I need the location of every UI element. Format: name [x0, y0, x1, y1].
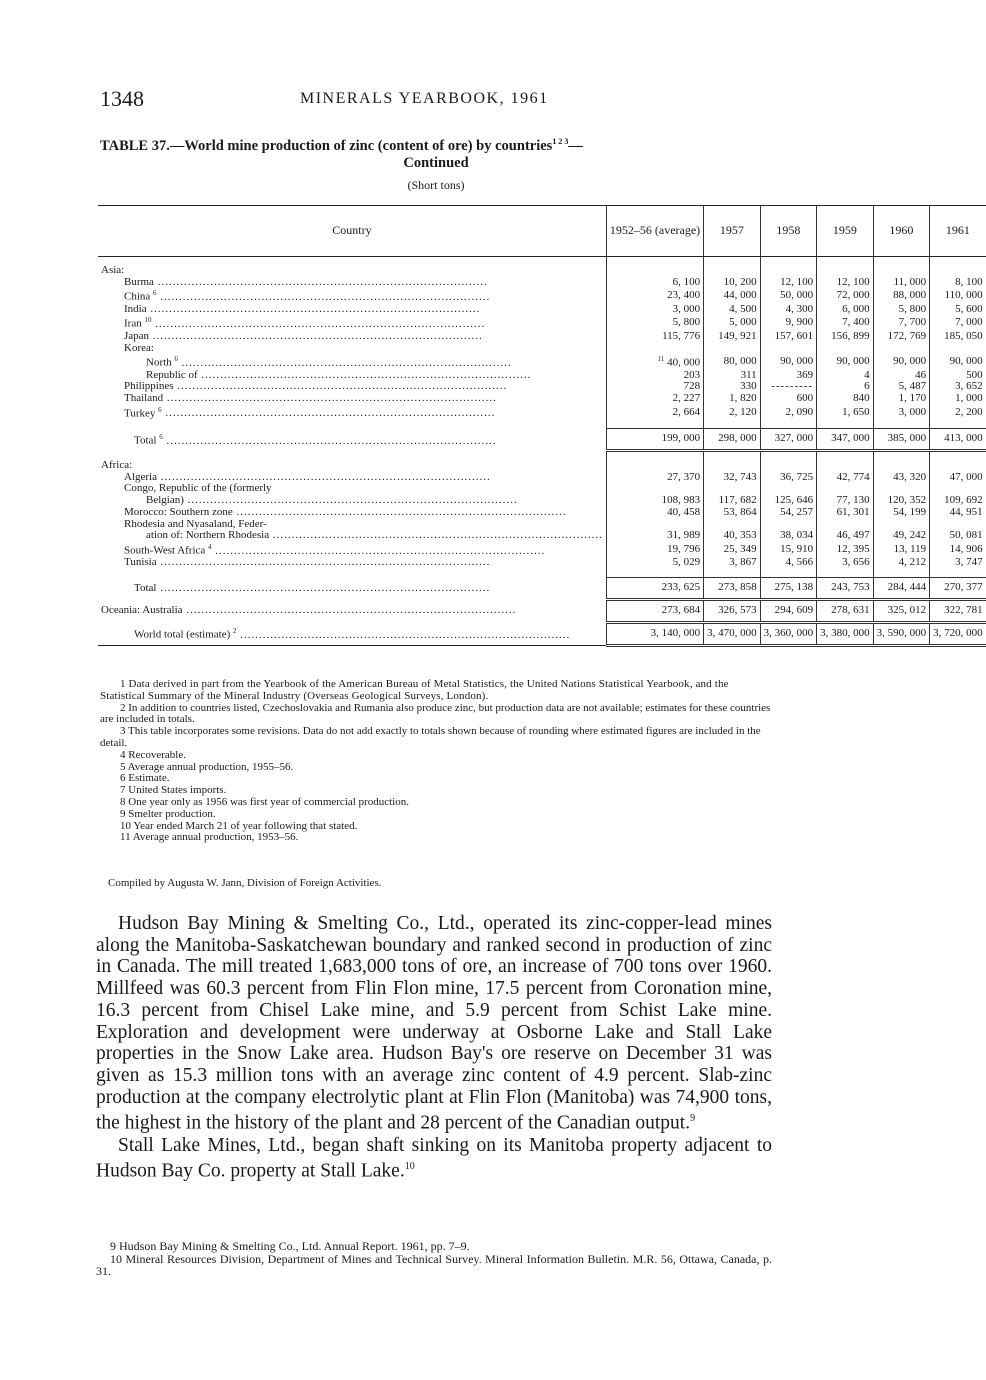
table-row: Rhodesia and Nyasaland, Feder-: [98, 519, 986, 531]
note-7: 7 United States imports.: [120, 784, 227, 797]
footnote-9: 9 Hudson Bay Mining & Smelting Co., Ltd. Annual Report. 1961, pp. 7–9.: [110, 1239, 470, 1253]
table-title-refs: 1 2 3: [552, 137, 569, 146]
page-footnotes: [96, 1240, 772, 1278]
table-row: Algeria ..... 27, 370 32, 743 36, 725 42, 774 43, 320 47, 000: [98, 472, 986, 484]
page-number: 1348: [100, 86, 144, 111]
note-3: 3 This table incorporates some revisions. Data do not add exactly to totals shown because of rounding where estimated figures are included in the detail.: [100, 725, 761, 749]
table-row: South-West Africa $^4$ ..... 19, 796 25, 349 15, 910 12, 395 13, 119 14, 906: [98, 542, 986, 557]
col-1957: 1957: [704, 206, 761, 257]
col-1960: 1960: [873, 206, 930, 257]
note-11: 11 Average annual production, 1953–56.: [120, 831, 299, 844]
table-header-row: [98, 206, 986, 257]
world-total-row: World total (estimate) $^2$ ..... 3, 140, 000 3, 470, 000 3, 360, 000 3, 380, 000 3, 590, 000 3, 720, 000: [98, 623, 986, 646]
table-title-continued: Continued: [403, 154, 469, 171]
paragraph-hudson-bay: Hudson Bay Mining & Smelting Co., Ltd., operated its zinc-copper-lead mines along the Manitoba-Saskatchewan boundary and ranked second in production of zinc in Canada. The mill treated 1,683,000 tons of ore, an increase of 700 tons over 1960. Millfeed was 60.3 percent from Flin Flon mine, 17.5 percent from Coronation mine, 16.3 percent from Chisel Lake mine, and 5.9 percent from Schist Lake mine. Exploration and development were underway at Osborne Lake and Stall Lake properties in the Snow Lake area. Hudson Bay's ore reserve on December 31 was given as 15.3 million tons with an average zinc content of 4.9 percent. Slab-zinc production at the company electrolytic plant at Flin Flon (Manitoba) was 74,900 tons, the highest in the history of the plant and 28 percent of the Canadian output.$^9$: [96, 913, 772, 1134]
body-text: [96, 913, 772, 1182]
table-row: Japan ..... 115, 776 149, 921 157, 601 156, 899 172, 769 185, 050: [98, 331, 986, 343]
table-row: Iran $^{10}$ ..... 5, 800 5, 000 9, 900 7, 400 7, 700 7, 000: [98, 315, 986, 330]
table-row: Republic of ..... 203 311 369 4 46 500: [98, 370, 986, 382]
table-row: Congo, Republic of the (formerly: [98, 483, 986, 495]
paragraph-stall-lake: Stall Lake Mines, Ltd., began shaft sinking on its Manitoba property adjacent to Hudson Bay Co. property at Stall Lake.$^{10}$: [96, 1134, 772, 1182]
region-row: Africa:: [98, 460, 986, 472]
table-row: Turkey $^6$ ..... 2, 664 2, 120 2, 090 1, 650 3, 000 2, 200: [98, 405, 986, 420]
note-8: 8 One year only as 1956 was first year of commercial production.: [120, 795, 409, 808]
table-row: ation of: Northern Rhodesia ..... 31, 989 40, 353 38, 034 46, 497 49, 242 50, 081: [98, 530, 986, 542]
table-row: Philippines ..... 728 330 --------- 6 5, 487 3, 652: [98, 381, 986, 393]
col-1958: 1958: [760, 206, 817, 257]
running-title: MINERALS YEARBOOK, 1961: [300, 90, 549, 107]
table-row: China $^6$ ..... 23, 400 44, 000 50, 000 72, 000 88, 000 110, 000: [98, 288, 986, 303]
oceania-row: Oceania: Australia ..... 273, 684 326, 573 294, 609 278, 631 325, 012 322, 781: [98, 600, 986, 623]
table-row: Tunisia ..... 5, 029 3, 867 4, 566 3, 656 4, 212 3, 747: [98, 557, 986, 569]
table-row: Korea:: [98, 343, 986, 355]
note-2: 2 In addition to countries listed, Czechoslovakia and Rumania also produce zinc, but production data are not available; estimates for these countries are included in totals.: [100, 701, 771, 726]
table-row: North $^6$ ..... $^{11}$ 40, 000 80, 000 90, 000 90, 000 90, 000 90, 000: [98, 354, 986, 369]
note-6: 6 Estimate.: [120, 772, 170, 785]
table-credit: Compiled by Augusta W. Jann, Division of Foreign Activities.: [108, 877, 382, 889]
note-4: 4 Recoverable.: [120, 748, 186, 761]
table-title-dash: —: [568, 137, 583, 154]
total-row-asia: Total $^6$ ..... 199, 000 298, 000 327, 000 347, 000 385, 000 413, 000: [98, 429, 986, 451]
footnote-10: 10 Mineral Resources Division, Department of Mines and Technical Survey. Mineral Information Bulletin. M.R. 56, Ottawa, Canada, p. 31.: [96, 1251, 772, 1278]
col-1959: 1959: [817, 206, 874, 257]
col-country: Country: [98, 206, 606, 257]
table-row: Thailand ..... 2, 227 1, 820 600 840 1, 170 1, 000: [98, 393, 986, 405]
note-1: 1 Data derived in part from the Yearbook of the American Bureau of Metal Statistics, the United Nations Statistical Yearbook, and the Statistical Summary of the Mineral Industry (Overseas Geological Surveys, London).: [100, 678, 729, 702]
note-10: 10 Year ended March 21 of year following that stated.: [120, 819, 358, 832]
note-9: 9 Smelter production.: [120, 807, 216, 820]
zinc-production-table: [98, 205, 986, 647]
table-title-main: TABLE 37.—World mine production of zinc (content of ore) by countries: [100, 137, 553, 154]
note-5: 5 Average annual production, 1955–56.: [120, 760, 294, 773]
table-title: [100, 133, 772, 172]
col-1952-56: 1952–56 (average): [606, 206, 703, 257]
region-row: Asia:: [98, 265, 986, 277]
table-row: Belgian) ..... 108, 983 117, 682 125, 646 77, 130 120, 352 109, 692: [98, 495, 986, 507]
table-units: (Short tons): [407, 178, 465, 192]
table-notes: [100, 679, 772, 844]
table-row: Morocco: Southern zone ..... 40, 458 53, 864 54, 257 61, 301 54, 199 44, 951: [98, 507, 986, 519]
table-row: India ..... 3, 000 4, 500 4, 300 6, 000 5, 800 5, 600: [98, 304, 986, 316]
col-1961: 1961: [930, 206, 986, 257]
table-row: Burma ..... 6, 100 10, 200 12, 100 12, 100 11, 000 8, 100: [98, 277, 986, 289]
total-row-africa: Total ..... 233, 625 273, 858 275, 138 243, 753 284, 444 270, 377: [98, 578, 986, 600]
